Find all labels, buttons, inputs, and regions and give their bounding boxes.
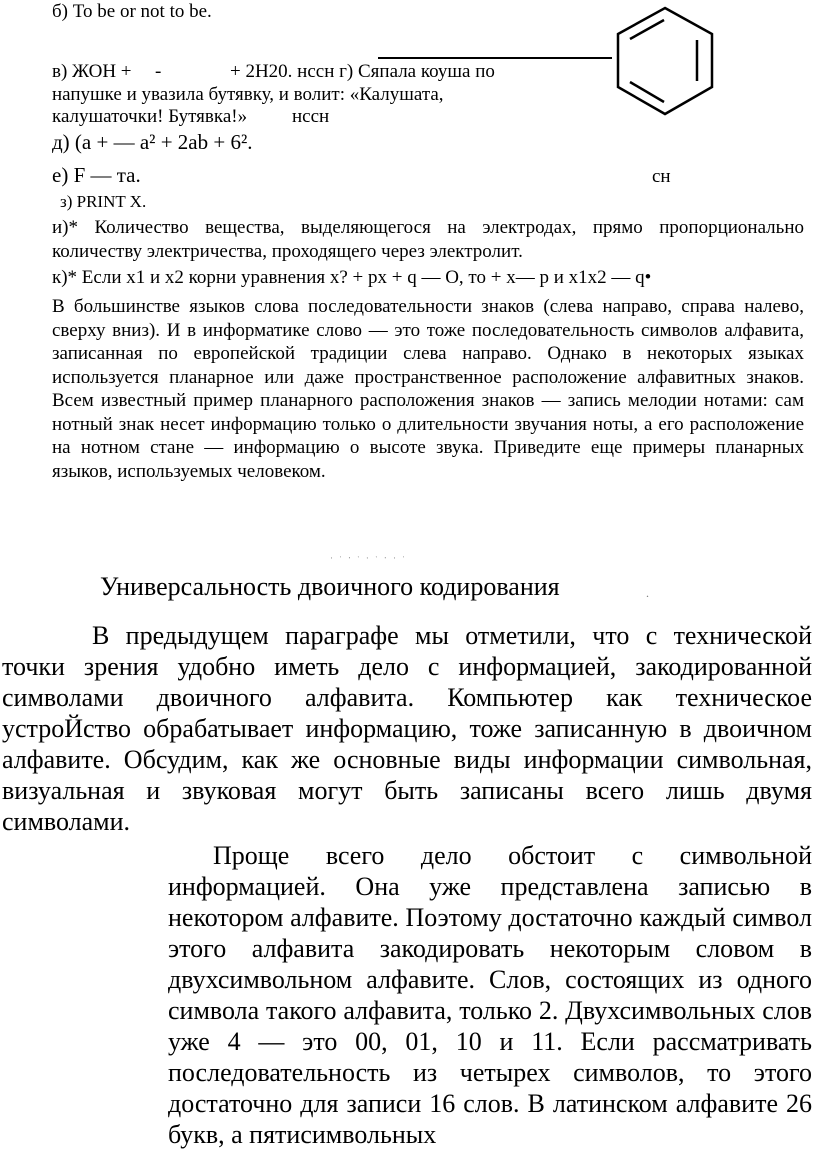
section-title: Универсальность двоичного кодирования	[100, 572, 560, 601]
exercise-z: з) PRINT X.	[60, 192, 147, 211]
exercise-v-part1: в) ЖОН +	[52, 61, 132, 82]
exercise-e: е) F — та.	[52, 163, 141, 187]
exercise-v-part2: -	[155, 61, 162, 82]
exercise-v-line2: напушке и увазила бутявку, и волит: «Калушата,	[52, 84, 444, 105]
exercise-paragraph: В большинстве языков слова последовательности знаков (слева направо, справа налево, сверху вниз). И в информатике слово — это тоже последовательность символов алфавита, записанная по европейской традиции слева направо. Однако в некоторых языках используется планарное или даже пространственное расположение алфавитных знаков. Всем известный пример планарного расположения знаков — запись мелодии нотами: сам нотный знак несет информацию только о длительности звучания ноты, а его расположение на нотном стане — информацию о высоте звука. Приведите еще примеры планарных языков, используемых человеком.	[52, 296, 804, 482]
exercise-v-part3: + 2Н20. нссн г) Сяпала коуша по	[230, 61, 495, 82]
section-paragraph-2: Проще всего дело обстоит с символьной информацией. Она уже представлена записью в некотором алфавите. Поэтому достаточно каждый символ этого алфавита закодировать некоторым словом в двухсимвольном алфавите. Слов, состоящих из одного символа такого алфавита, только 2. Двухсимвольных слов уже 4 — это 00, 01, 10 и 11. Если рассматривать последовательность из четырех символов, то этого достаточно для записи 16 слов. В латинском алфавите 26 букв, а пятисимвольных	[168, 841, 812, 1149]
exercise-v-line3: калушаточки! Бутявка!»	[52, 106, 248, 127]
exercise-i: и)* Количество вещества, выделяющегося на электродах, прямо пропорционально количеству электричества, проходящего через электролит.	[52, 217, 804, 262]
exercise-e-tag: сн	[652, 166, 671, 187]
scan-artifact-mark: · ˑ ‧ ˑ · ˑ ‧ · ˑ	[330, 553, 407, 563]
section-paragraph-1: В предыдущем параграфе мы отметили, что с технической точки зрения удобно иметь дело с информацией, закодированной символами двоичного алфавита. Компьютер как техническое устроЙство обрабатывает информацию, тоже записанную в двоичном алфавите. Обсудим, как же основные виды информации символьная, визуальная и звуковая могут быть записаны всего лишь двумя символами.	[2, 621, 812, 836]
exercise-d: д) (а + — а² + 2аb + 6².	[52, 130, 253, 154]
scan-artifact-dot: .	[646, 586, 649, 600]
exercise-v-line3-tag: нссн	[292, 106, 330, 127]
exercise-b: б) To be or not to be.	[52, 1, 212, 22]
exercise-k: к)* Если х1 и х2 корни уравнения х? + рх + q — О, то + х— р и х1х2 — q•	[52, 267, 652, 288]
